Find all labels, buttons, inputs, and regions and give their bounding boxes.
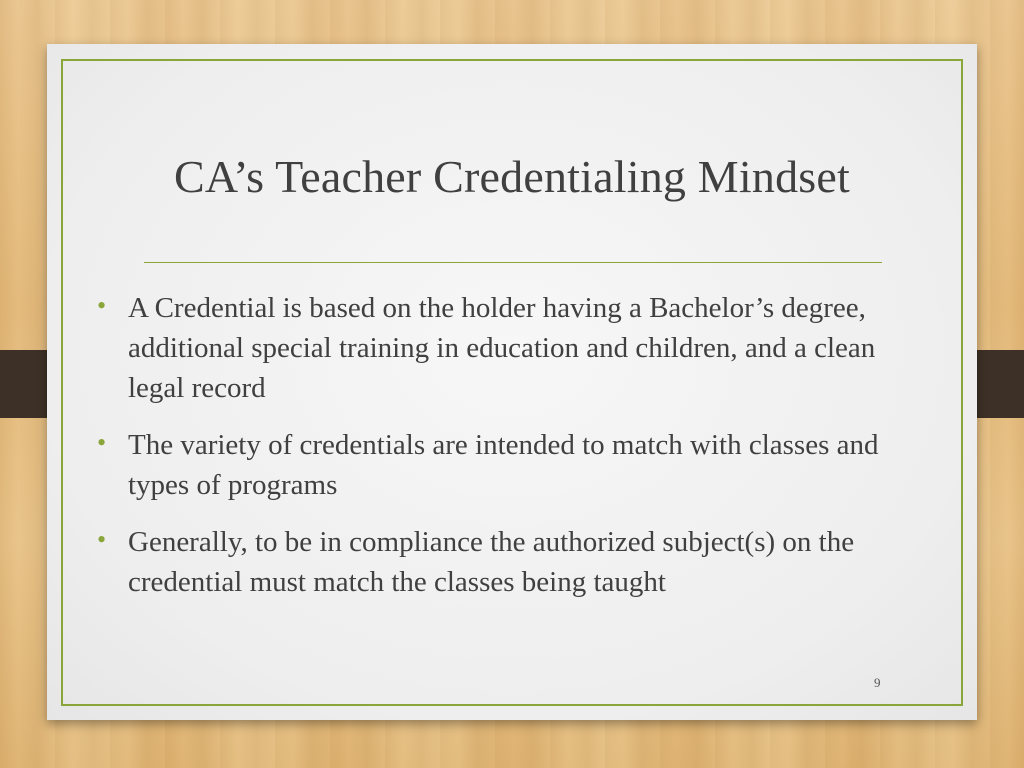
bullet-text-2: The variety of credentials are intended to match with classes and types of programs (128, 429, 879, 501)
bullet-list (97, 288, 937, 619)
bullet-item-2 (97, 425, 937, 505)
bullet-dot-icon: • (97, 428, 107, 457)
bullet-text-3: Generally, to be in compliance the authorized subject(s) on the credential must match the classes being taught (128, 526, 855, 598)
bullet-text-1: A Credential is based on the holder having a Bachelor’s degree, additional special training in education and children, and a clean legal record (128, 292, 876, 404)
slide-title: CA’s Teacher Credentialing Mindset (174, 151, 850, 202)
bullet-item-3 (97, 522, 937, 602)
slide-paper (47, 44, 977, 720)
slide-number: 9 (874, 675, 881, 690)
bullet-item-1 (97, 288, 937, 408)
bullet-dot-icon: • (97, 525, 107, 554)
title-divider (144, 262, 882, 263)
bullet-dot-icon: • (97, 291, 107, 320)
